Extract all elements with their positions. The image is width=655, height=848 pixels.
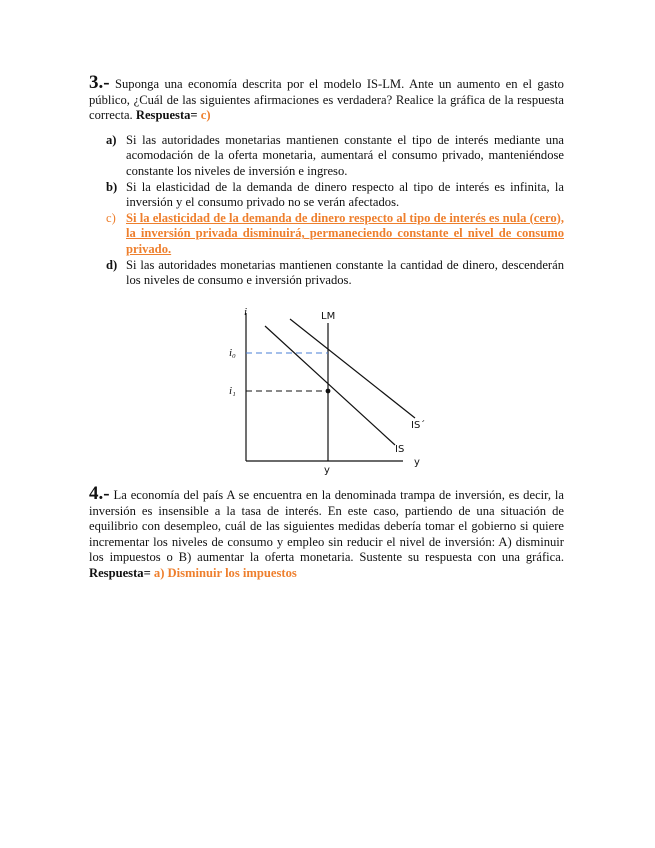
option-a-letter: a) <box>106 132 117 147</box>
option-d-text: Si las autoridades monetarias mantienen constante la cantidad de dinero, descenderán los niveles de consumo e inversión privados. <box>126 257 564 288</box>
question-4-paragraph <box>89 483 564 582</box>
is-prime-label: IS´ <box>411 420 426 431</box>
option-b <box>106 180 564 211</box>
option-c-letter: c) <box>106 210 116 225</box>
option-d-letter: d) <box>106 257 118 272</box>
is-curve <box>265 326 395 445</box>
x-axis-label: y <box>414 457 420 468</box>
option-d <box>106 258 564 289</box>
question-3-text: Suponga una economía descrita por el modelo IS-LM. Ante un aumento en el gasto público, ¿Cuál de las siguientes afirmaciones es verdadera? Realice la gráfica de la respuesta correcta. <box>89 77 564 123</box>
question-4-number: 4.- <box>89 483 110 504</box>
is-lm-graph-svg <box>225 305 440 480</box>
question-3-options <box>106 133 564 289</box>
question-3-number: 3.- <box>89 72 110 93</box>
question-3-answer-value: c) <box>200 108 211 123</box>
option-b-text: Si la elasticidad de la demanda de dinero respecto al tipo de interés es infinita, la inversión y el consumo privado no se verán afectados. <box>126 179 564 210</box>
option-a <box>106 133 564 180</box>
question-4-answer-label: Respuesta= <box>89 565 151 580</box>
question-3 <box>89 72 564 289</box>
y-tick-label: y <box>324 465 330 476</box>
option-c-text: Si la elasticidad de la demanda de dinero respecto al tipo de interés es nula (cero), la inversión privada disminuirá, permaneciendo constante el nivel de consumo privado. <box>126 210 564 256</box>
y-axis-label: i <box>244 306 248 318</box>
option-a-text: Si las autoridades monetarias mantienen constante el tipo de interés mediante una acomodación de la oferta monetaria, aumentará el consumo privado, manteniéndose constante los niveles de inversión e ingreso. <box>126 132 564 178</box>
option-b-letter: b) <box>106 179 118 194</box>
question-3-intro <box>89 72 564 124</box>
i1-label: i₁ <box>229 385 236 397</box>
equilibrium-point <box>326 389 331 394</box>
is-lm-graph <box>225 305 440 480</box>
question-4 <box>89 483 564 582</box>
question-4-answer-value: a) Disminuir los impuestos <box>153 565 297 580</box>
option-c-correct <box>106 211 564 258</box>
question-3-answer-label: Respuesta= <box>135 108 198 123</box>
is-prime-curve <box>290 319 415 418</box>
lm-label: LM <box>321 311 336 322</box>
question-4-text: La economía del país A se encuentra en la denominada trampa de inversión, es decir, la inversión es insensible a la tasa de interés. En este caso, partiendo de una situación de equilibrio con desempleo, cuál de las siguientes medidas debería tomar el gobierno si quiere incrementar los niveles de consumo y empleo sin reducir el nivel de inversión: A) disminuir los impuestos o B) aumentar la oferta monetaria. Sustente su respuesta con una gráfica. <box>89 488 564 565</box>
i0-label: i₀ <box>229 347 236 359</box>
is-label: IS <box>395 444 405 455</box>
